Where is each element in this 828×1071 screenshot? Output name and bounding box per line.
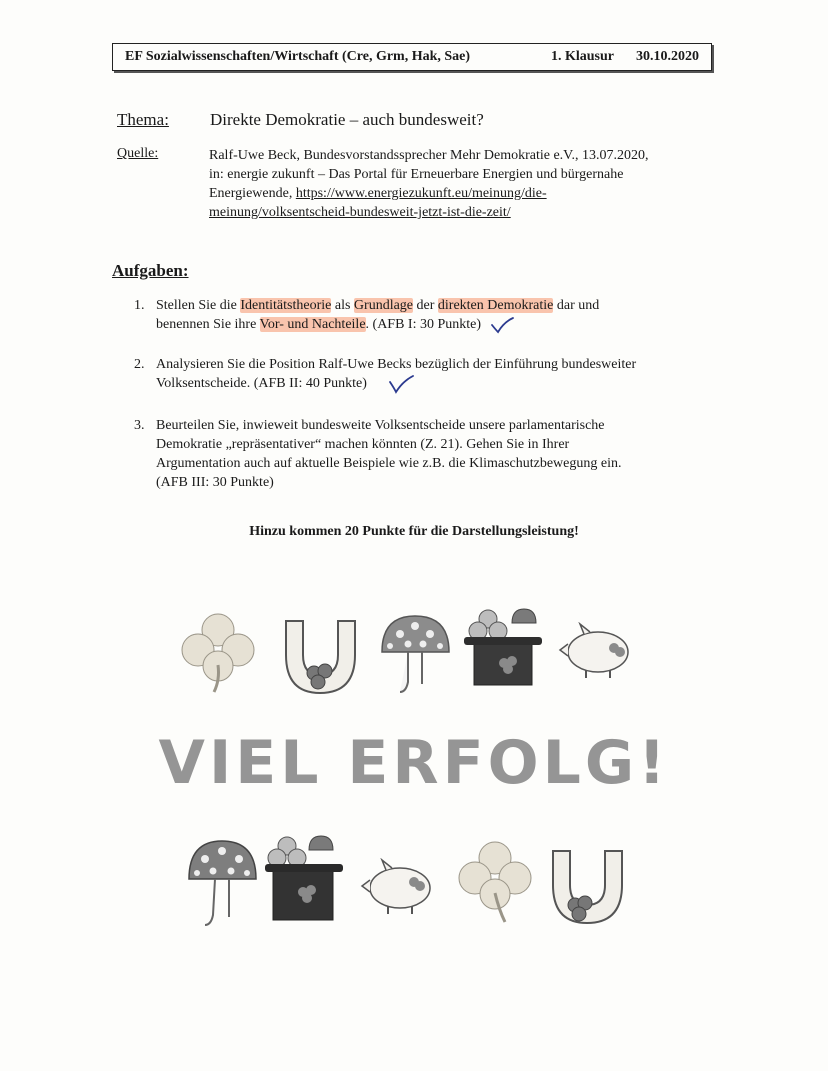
task-text: . (AFB I: 30 Punkte) xyxy=(365,317,482,332)
pig-icon xyxy=(360,858,438,918)
farewell-banner xyxy=(0,728,828,798)
task-1-line-1 xyxy=(156,296,704,315)
task-number: 3. xyxy=(134,418,145,433)
bonus-note: Hinzu kommen 20 Punkte für die Darstellungsleistung! xyxy=(249,524,579,539)
quelle-line-1: Ralf-Uwe Beck, Bundesvorstandssprecher Mehr Demokratie e.V., 13.07.2020, xyxy=(209,148,649,163)
task-text: als xyxy=(331,298,354,313)
decoration-row-bottom xyxy=(0,830,828,940)
quelle-label: Quelle: xyxy=(117,146,159,161)
task-1-line-2 xyxy=(156,315,704,334)
quelle-text xyxy=(209,146,709,222)
checkmark-icon xyxy=(387,374,415,394)
quelle-line-3-text: Energiewende, xyxy=(209,186,296,201)
pig-icon xyxy=(558,622,636,682)
highlight: Identitätstheorie xyxy=(240,298,332,313)
task-3-line-3: Argumentation auch auf aktuelle Beispiele wie z.B. die Klimaschutzbewegung ein. xyxy=(156,456,622,471)
task-2-line-1: Analysieren Sie die Position Ralf-Uwe Becks bezüglich der Einführung bundesweiter xyxy=(156,357,637,372)
task-text: der xyxy=(413,298,438,313)
quelle-line-3 xyxy=(209,184,709,203)
decoration-row-top xyxy=(0,600,828,710)
task-2 xyxy=(134,355,704,394)
course-title: EF Sozialwissenschaften/Wirtschaft (Cre, Grm, Hak, Sae) xyxy=(125,49,471,64)
exam-number: 1. Klausur xyxy=(550,49,614,64)
exam-date: 30.10.2020 xyxy=(636,49,699,64)
task-3-line-2: Demokratie „repräsentativer“ machen könnten (Z. 21). Gehen Sie in Ihrer xyxy=(156,437,570,452)
horseshoe-icon xyxy=(545,845,630,930)
task-number: 2. xyxy=(134,357,145,372)
farewell-text: VIEL ERFOLG! xyxy=(158,728,670,798)
mushroom-icon xyxy=(378,612,453,697)
highlight: Grundlage xyxy=(353,298,414,313)
header-meta xyxy=(551,49,699,65)
thema-label: Thema: xyxy=(117,110,169,129)
task-text: Stellen Sie die xyxy=(156,298,241,313)
top-hat-icon xyxy=(263,830,345,930)
checkmark-icon xyxy=(489,316,515,334)
task-text: Volksentscheide. (AFB II: 40 Punkte) xyxy=(156,376,367,392)
horseshoe-icon xyxy=(278,615,363,700)
top-hat-icon xyxy=(460,605,545,700)
clover-icon xyxy=(455,838,535,926)
clover-icon xyxy=(178,610,258,695)
header-box xyxy=(112,43,712,71)
quelle-line-2: in: energie zukunft – Das Portal für Erneuerbare Energien und bürgernahe xyxy=(209,167,624,182)
task-3 xyxy=(134,416,704,492)
task-3-line-1: Beurteilen Sie, inwieweit bundesweite Volksentscheide unsere parlamentarische xyxy=(156,418,605,433)
highlight: direkten Demokratie xyxy=(437,298,554,313)
source-link-part-1[interactable]: https://www.energiezukunft.eu/meinung/die- xyxy=(295,186,547,201)
task-number: 1. xyxy=(134,298,145,313)
aufgaben-heading: Aufgaben: xyxy=(112,261,189,280)
task-2-line-2 xyxy=(156,374,704,394)
task-text: dar und xyxy=(553,298,600,313)
task-text: benennen Sie ihre xyxy=(156,317,260,332)
mushroom-icon xyxy=(185,835,260,930)
highlight: Vor- und Nachteile xyxy=(259,317,366,332)
task-3-line-4: (AFB III: 30 Punkte) xyxy=(156,475,274,490)
source-link-part-2[interactable]: meinung/volksentscheid-bundesweit-jetzt-ist-die-zeit/ xyxy=(209,205,511,220)
task-1 xyxy=(134,296,704,334)
thema-text: Direkte Demokratie – auch bundesweit? xyxy=(210,110,484,129)
